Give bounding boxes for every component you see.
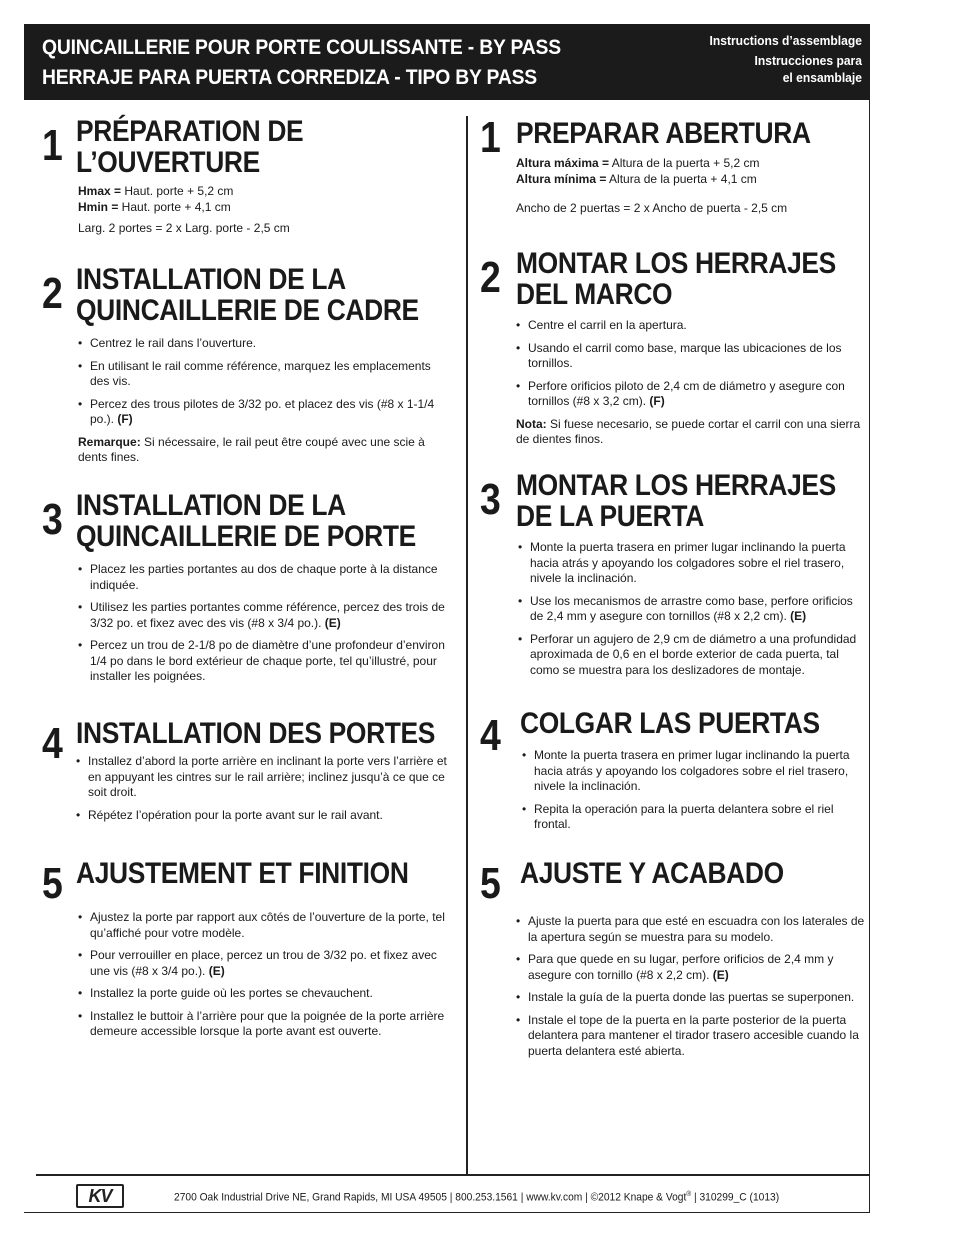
- section-heading: [76, 116, 303, 178]
- note-label: Remarque:: [78, 434, 141, 449]
- heading-line-1: MONTAR LOS HERRAJES: [516, 469, 836, 502]
- column-divider: [466, 116, 468, 1174]
- hmax-line: [516, 156, 866, 187]
- hmin-label: Altura mínima =: [516, 171, 607, 186]
- instruction-sheet: [24, 24, 870, 1213]
- section-number: 5: [480, 859, 501, 908]
- list-item: • Usando el carril como base, marque las ubicaciones de los tornillos.: [516, 341, 861, 372]
- bullet-list: [78, 562, 448, 685]
- figure-ref: (F): [117, 412, 133, 426]
- bullet-list: [522, 748, 867, 833]
- hmax-label: Altura máxima =: [516, 156, 610, 170]
- section-heading: [520, 708, 820, 739]
- bullet-list: [516, 318, 861, 410]
- list-item: • Perforar un agujero de 2,9 cm de diámetro a una profundidad aproximada de 0,6 en el borde exterior de cada puerta, tal como se muestra para los deslizadores de montaje.: [518, 632, 868, 679]
- section-heading: [76, 490, 416, 552]
- section-body: [522, 748, 867, 840]
- width-line: Larg. 2 portes = 2 x Larg. porte - 2,5 cm: [78, 221, 290, 235]
- hmin-text: Altura de la puerta + 4,1 cm: [606, 171, 757, 186]
- section-heading: [516, 118, 811, 149]
- label-french: Instructions d’assemblage: [709, 33, 862, 48]
- figure-ref: (E): [790, 609, 807, 623]
- figure-ref: (E): [712, 967, 729, 982]
- list-item: [516, 952, 868, 983]
- section-heading: [76, 858, 409, 889]
- note-label: Nota:: [516, 416, 547, 431]
- list-item: • Monte la puerta trasera en primer lugar inclinando la puerta hacia atrás y apoyando los colgadores sobre el riel trasero, nivele la inclinación.: [518, 540, 868, 587]
- section-body: [516, 914, 868, 1066]
- footer-doc-number: | 310299_C (1013): [691, 1191, 780, 1204]
- hmax-line: [78, 184, 438, 215]
- hmin-text: Haut. porte + 4,1 cm: [118, 199, 231, 214]
- section-body: [518, 540, 868, 685]
- list-item-text: Perfore orificios piloto de 2,4 cm de diámetro y asegure con tornillos (#8 x 3,2 cm).: [528, 378, 845, 408]
- bullet-list: [518, 540, 868, 678]
- note-text: Si nécessaire, le rail peut être coupé avec une scie à dents fines.: [78, 434, 425, 464]
- section-number: 2: [480, 253, 501, 302]
- list-item: • Centre el carril en la apertura.: [516, 318, 861, 334]
- list-item-text: Para que quede en su lugar, perfore orificios de 2,4 mm y asegure con tornillo (#8 x 2,2 cm).: [528, 952, 834, 982]
- list-item: • Répétez l’opération pour la porte avant sur le rail avant.: [76, 808, 450, 824]
- heading-line-1: INSTALLATION DES PORTES: [76, 717, 436, 750]
- figure-ref: (E): [208, 963, 225, 978]
- list-item-text: Pour verrouiller en place, percez un trou de 3/32 po. et fixez avec une vis (#8 x 3/4 po.).: [90, 948, 437, 978]
- header-bar: [24, 24, 870, 100]
- title-spanish: HERRAJE PARA PUERTA CORREDIZA - TIPO BY PASS: [42, 66, 537, 89]
- list-item-text: Percez des trous pilotes de 3/32 po. et placez des vis (#8 x 1-1/4 po.).: [90, 396, 435, 426]
- list-item: • Placez les parties portantes au dos de chaque porte à la distance indiquée.: [78, 562, 448, 593]
- list-item: • Installez la porte guide où les portes se chevauchent.: [78, 986, 448, 1002]
- section-body: [78, 562, 448, 692]
- note-text: Si fuese necesario, se puede cortar el carril con una sierra de dientes finos.: [516, 416, 861, 446]
- list-item: • Percez un trou de 2-1/8 po de diamètre d’une profondeur d’environ 1/4 po dans le bord extérieur de chaque porte, tel qu’illustré, pour installer les poignées.: [78, 638, 448, 685]
- bullet-list: [76, 754, 450, 823]
- note: [78, 435, 448, 466]
- list-item: • En utilisant le rail comme référence, marquez les emplacements des vis.: [78, 359, 448, 390]
- bullet-list: [78, 910, 448, 1040]
- heading-line-1: AJUSTEMENT ET FINITION: [76, 857, 409, 890]
- section-number: 1: [480, 113, 501, 162]
- section-heading: [516, 248, 836, 310]
- bullet-list: [78, 336, 448, 428]
- section-body: [516, 318, 861, 458]
- list-item: • Instale la guía de la puerta donde las puertas se superponen.: [516, 990, 868, 1006]
- heading-line-1: PREPARAR ABERTURA: [516, 117, 811, 150]
- list-item: • Monte la puerta trasera en primer lugar inclinando la puerta hacia atrás y apoyando los colgadores sobre el riel trasero, nivele la inclinación.: [522, 748, 867, 795]
- list-item-text: Utilisez les parties portantes comme référence, percez des trois de 3/32 po. et fixez avec des vis (#8 x 3/4 po.).: [90, 600, 445, 630]
- section-number: 1: [42, 121, 63, 170]
- list-item: • Ajuste la puerta para que esté en escuadra con los laterales de la apertura según se muestra para su modelo.: [516, 914, 868, 945]
- section-body: [516, 156, 866, 227]
- footer-contact: 2700 Oak Industrial Drive NE, Grand Rapids, MI USA 49505 | 800.253.1561 | www.kv.com | ©2012 Knape & Vogt: [174, 1191, 687, 1204]
- heading-line-1: INSTALLATION DE LA: [76, 489, 346, 522]
- header-labels: [698, 32, 862, 86]
- section-heading: [76, 718, 435, 749]
- hmax-text: Haut. porte + 5,2 cm: [121, 184, 234, 198]
- label-spanish-1: Instrucciones para: [754, 53, 862, 68]
- section-body: [78, 910, 448, 1047]
- list-item: [516, 379, 861, 410]
- heading-line-2: L’OUVERTURE: [76, 146, 260, 179]
- heading-line-1: COLGAR LAS PUERTAS: [520, 707, 820, 740]
- list-item: [518, 594, 868, 625]
- kv-logo: KV: [76, 1184, 124, 1208]
- figure-ref: (E): [324, 615, 341, 630]
- heading-line-1: MONTAR LOS HERRAJES: [516, 247, 836, 280]
- list-item: [78, 600, 448, 631]
- heading-line-2: DEL MARCO: [516, 278, 673, 311]
- heading-line-2: QUINCAILLERIE DE PORTE: [76, 520, 416, 553]
- section-heading: [520, 858, 784, 889]
- section-heading: [76, 264, 419, 326]
- list-item: • Installez le buttoir à l’arrière pour que la poignée de la porte arrière demeure accessible lorsque la porte avant est ouverte.: [78, 1009, 448, 1040]
- figure-ref: (F): [649, 394, 665, 408]
- section-number: 3: [480, 475, 501, 524]
- list-item: • Installez d’abord la porte arrière en inclinant la porte vers l’arrière et en appuyant les cintres sur le rail arrière; inclinez jusqu’à ce que ce soit droit.: [76, 754, 450, 801]
- section-body: [78, 184, 438, 247]
- list-item: • Ajustez la porte par rapport aux côtés de l’ouverture de la porte, tel qu’affiché pour votre modèle.: [78, 910, 448, 941]
- label-spanish-2: el ensamblaje: [782, 70, 862, 85]
- section-body: [78, 336, 448, 476]
- bullet-list: [516, 914, 868, 1059]
- hmin-label: Hmin =: [78, 199, 119, 214]
- heading-line-1: AJUSTE Y ACABADO: [520, 857, 784, 890]
- heading-line-1: INSTALLATION DE LA: [76, 263, 346, 296]
- section-body: [76, 754, 450, 830]
- registered-mark: ®: [686, 1191, 692, 1198]
- list-item: • Instale el tope de la puerta en la parte posterior de la puerta delantera para mantener el tirador trasero accesible cuando la puerta delantera esté abierta.: [516, 1013, 868, 1060]
- hmax-text: Altura de la puerta + 5,2 cm: [609, 156, 760, 170]
- list-item-text: Use los mecanismos de arrastre como base, perfore orificios de 2,4 mm y asegure con tornillos (#8 x 2,2 cm).: [530, 593, 853, 623]
- width-line: Ancho de 2 puertas = 2 x Ancho de puerta - 2,5 cm: [516, 201, 788, 215]
- section-number: 4: [42, 719, 63, 768]
- list-item: [78, 948, 448, 979]
- section-number: 5: [42, 859, 63, 908]
- section-number: 4: [480, 711, 501, 760]
- footer: [24, 1176, 870, 1213]
- heading-line-2: DE LA PUERTA: [516, 500, 704, 533]
- header-titles: [42, 33, 606, 93]
- list-item: • Centrez le rail dans l’ouverture.: [78, 336, 448, 352]
- note: [516, 417, 861, 448]
- heading-line-1: PRÉPARATION DE: [76, 115, 304, 148]
- footer-address: [174, 1188, 779, 1205]
- hmax-label: Hmax =: [78, 184, 122, 198]
- heading-line-2: QUINCAILLERIE DE CADRE: [76, 294, 419, 327]
- list-item: • Repita la operación para la puerta delantera sobre el riel frontal.: [522, 802, 867, 833]
- section-number: 3: [42, 495, 63, 544]
- section-heading: [516, 470, 836, 532]
- list-item: [78, 397, 448, 428]
- section-number: 2: [42, 269, 63, 318]
- title-french: QUINCAILLERIE POUR PORTE COULISSANTE - BY PASS: [42, 36, 561, 59]
